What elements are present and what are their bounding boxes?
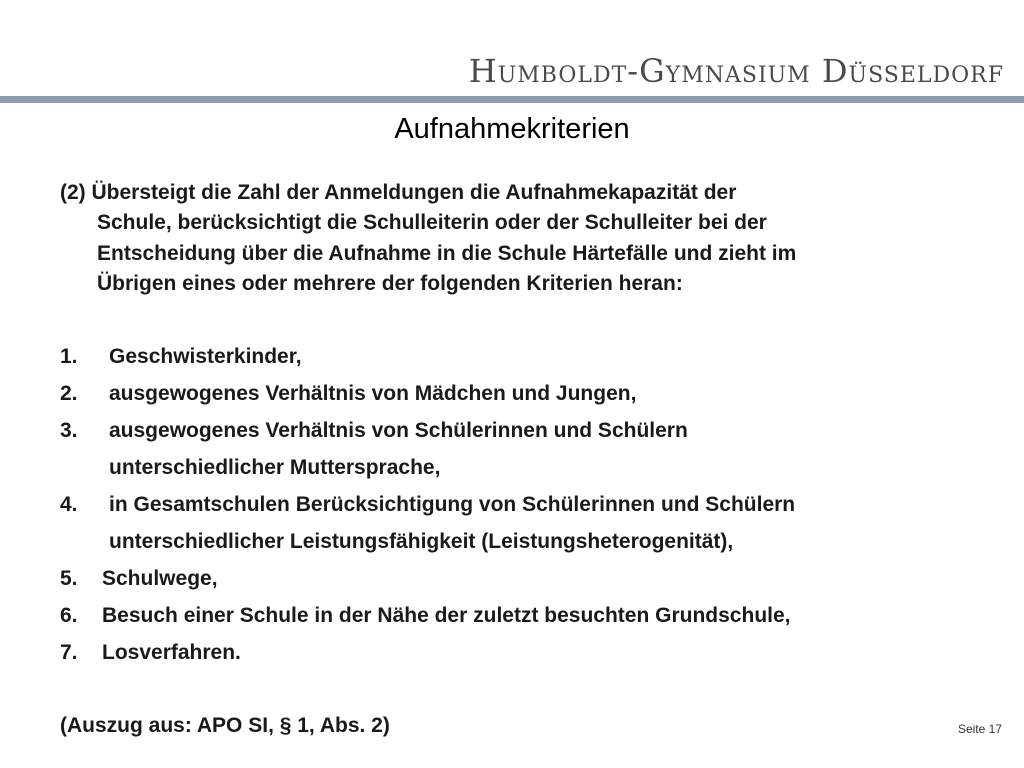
header-divider <box>0 96 1024 103</box>
list-item-text: Schulwege, <box>102 567 218 590</box>
page-number: Seite 17 <box>957 722 1002 736</box>
intro-line: Entscheidung über die Aufnahme in die Schule Härtefälle und zieht im <box>97 242 797 265</box>
list-item-text: ausgewogenes Verhältnis von Mädchen und Jungen, <box>109 382 637 405</box>
list-item-number: 4. <box>60 493 78 516</box>
list-item-number: 1. <box>60 345 78 368</box>
list-item-text: in Gesamtschulen Berücksichtigung von Schülerinnen und Schülern <box>109 493 796 516</box>
list-item-number: 6. <box>60 604 78 627</box>
list-item-number: 2. <box>60 382 78 405</box>
list-item-number: 7. <box>60 641 78 664</box>
list-item-text: Geschwisterkinder, <box>109 345 302 368</box>
list-item-text: Besuch einer Schule in der Nähe der zuletzt besuchten Grundschule, <box>102 604 791 627</box>
page-title: Aufnahmekriterien <box>394 113 630 145</box>
school-name: Humboldt-Gymnasium Düsseldorf <box>468 52 1004 90</box>
intro-line: Übrigen eines oder mehrere der folgenden Kriterien heran: <box>97 272 683 295</box>
intro-line: (2) Übersteigt die Zahl der Anmeldungen die Aufnahmekapazität der <box>60 181 737 204</box>
list-item-number: 3. <box>60 419 78 442</box>
source-citation: (Auszug aus: APO SI, § 1, Abs. 2) <box>60 714 390 737</box>
intro-line: Schule, berücksichtigt die Schulleiterin oder der Schulleiter bei der <box>97 211 767 234</box>
list-item-text: Losverfahren. <box>102 641 241 664</box>
list-item-number: 5. <box>60 567 78 590</box>
list-item-text: unterschiedlicher Muttersprache, <box>109 456 441 479</box>
list-item-text: ausgewogenes Verhältnis von Schülerinnen und Schülern <box>109 419 688 442</box>
list-item-text: unterschiedlicher Leistungsfähigkeit (Leistungsheterogenität), <box>109 530 734 553</box>
